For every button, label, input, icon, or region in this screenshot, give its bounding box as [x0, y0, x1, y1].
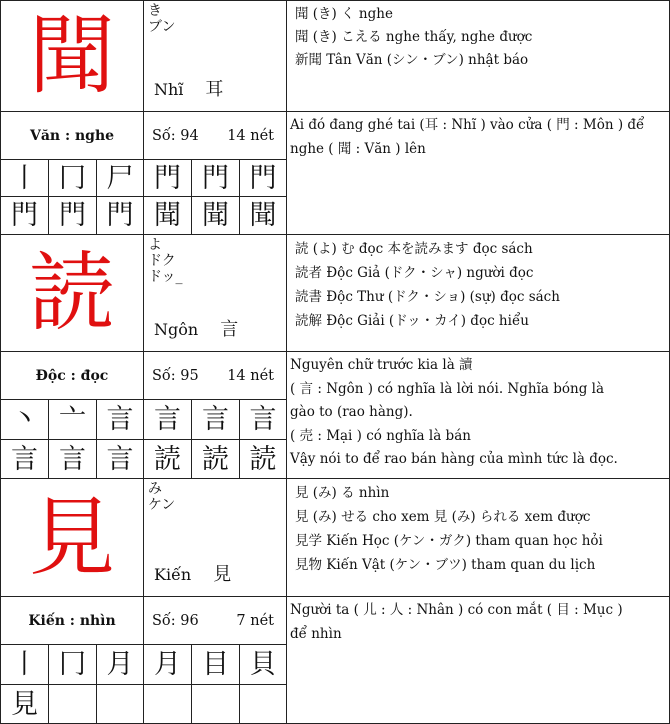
stroke-step: 言 [143, 399, 192, 440]
stroke-step: 門 [48, 196, 97, 235]
stroke-step [239, 684, 287, 724]
stroke-step: 見 [0, 684, 49, 724]
stroke-step: 尸 [96, 159, 144, 197]
explanation-line: để nhìn [290, 625, 342, 642]
reading: ケン [148, 497, 176, 513]
kanji-label-1: Văn : nghe [0, 111, 144, 160]
radical-3 [154, 560, 231, 586]
stroke-step: 読 [143, 439, 192, 479]
stroke-step: 目 [191, 644, 240, 685]
readings-box-3 [143, 478, 287, 597]
radical-2 [154, 315, 238, 341]
stroke-step: 冂 [48, 644, 97, 685]
stroke-step: 言 [96, 399, 144, 440]
explanation-line: Ai đó đang ghé tai (耳 : Nhĩ ) vào cửa ( 門 : Môn ) để [290, 117, 645, 133]
radical-name: Ngôn [154, 320, 199, 339]
meaning-line: 新聞 Tân Văn (シン・ブン) nhật báo [295, 52, 529, 68]
kanji-label-2: Độc : đọc [0, 351, 144, 400]
stroke-step: 言 [239, 399, 287, 440]
kanji-main-1 [0, 0, 144, 112]
radical-name: Nhĩ [154, 80, 184, 99]
readings-box-1 [143, 0, 287, 112]
stroke-step: 亠 [48, 399, 97, 440]
stroke-step: 言 [191, 399, 240, 440]
meaning-line: 見 (み) せる cho xem 見 (み) られる xem được [295, 509, 591, 525]
stroke-step: 言 [0, 439, 49, 479]
kanji-label-3: Kiến : nhìn [0, 596, 144, 645]
stroke-info-3 [143, 596, 287, 645]
kanji-main-3 [0, 478, 144, 597]
kanji-number: Số: 95 [152, 367, 199, 384]
explanation-line: Nguyên chữ trước kia là 讀 [290, 357, 473, 373]
reading: よ [148, 237, 162, 253]
kanji-number: Số: 94 [152, 127, 199, 144]
kanji-main-2 [0, 234, 144, 352]
meaning-line: 聞 (き) く nghe [295, 6, 393, 22]
stroke-step: 月 [96, 644, 144, 685]
stroke-step: 聞 [239, 196, 287, 235]
stroke-step [143, 684, 192, 724]
stroke-step: 丶 [0, 399, 49, 440]
stroke-step: 読 [239, 439, 287, 479]
stroke-step: 言 [96, 439, 144, 479]
stroke-step: 読 [191, 439, 240, 479]
explanation-line: gào to (rao hàng). [290, 404, 413, 420]
stroke-step: 貝 [239, 644, 287, 685]
stroke-info-2 [143, 351, 287, 400]
stroke-step: 聞 [191, 196, 240, 235]
explanation-box-2 [286, 351, 670, 479]
meaning-line: 読書 Độc Thư (ドク・ショ) (sự) đọc sách [295, 289, 560, 305]
explanation-line: nghe ( 聞 : Văn ) lên [290, 140, 426, 157]
meaning-line: 読 (よ) む đọc 本を読みます đọc sách [295, 241, 533, 257]
radical-glyph: 言 [220, 319, 239, 340]
stroke-count: 14 nét [227, 127, 274, 144]
stroke-step: 言 [48, 439, 97, 479]
stroke-step: 門 [143, 159, 192, 197]
explanation-line: ( 言 : Ngôn ) có nghĩa là lời nói. Nghĩa bóng là [290, 380, 604, 397]
kanji-glyph: 見 [29, 487, 115, 588]
radical-glyph: 耳 [205, 79, 224, 100]
kanji-glyph: 読 [29, 243, 115, 343]
explanation-line: ( 売 : Mại ) có nghĩa là bán [290, 427, 471, 444]
stroke-step: 月 [143, 644, 192, 685]
meaning-line: 読者 Độc Giả (ドク・シャ) người đọc [295, 265, 534, 281]
reading: み [148, 481, 162, 497]
stroke-step: 聞 [143, 196, 192, 235]
meanings-box-2 [286, 234, 670, 352]
stroke-step: 冂 [48, 159, 97, 197]
explanation-line: Người ta ( 儿 : 人 : Nhân ) có con mắt ( 目 : Mục ) [290, 602, 623, 618]
reading: ドク [148, 253, 176, 269]
meaning-line: 読解 Độc Giải (ドッ・カイ) đọc hiểu [295, 313, 529, 329]
stroke-step: 門 [239, 159, 287, 197]
radical-glyph: 見 [213, 564, 232, 585]
kanji-glyph: 聞 [29, 6, 115, 106]
stroke-step: 門 [96, 196, 144, 235]
reading: ブン [148, 19, 176, 35]
radical-1 [154, 75, 223, 101]
stroke-step: 丨 [0, 159, 49, 197]
readings-box-2 [143, 234, 287, 352]
reading: ドッ_ [148, 269, 183, 285]
stroke-step: 門 [0, 196, 49, 235]
meaning-line: 見学 Kiến Học (ケン・ガク) tham quan học hỏi [295, 533, 603, 549]
explanation-line: Vậy nói to để rao bán hàng của mình tức là đọc. [290, 451, 618, 467]
radical-name: Kiến [154, 565, 192, 584]
stroke-info-1 [143, 111, 287, 160]
meaning-line: 見物 Kiến Vật (ケン・ブツ) tham quan du lịch [295, 557, 596, 573]
stroke-step [48, 684, 97, 724]
stroke-step [96, 684, 144, 724]
meaning-line: 見 (み) る nhìn [295, 485, 390, 501]
stroke-step: 門 [191, 159, 240, 197]
stroke-step [191, 684, 240, 724]
meanings-box-1 [286, 0, 670, 112]
reading: き [148, 3, 162, 19]
stroke-count: 7 nét [236, 612, 274, 629]
kanji-number: Số: 96 [152, 612, 199, 629]
explanation-box-3 [286, 596, 670, 724]
explanation-box-1 [286, 111, 670, 235]
stroke-count: 14 nét [227, 367, 274, 384]
stroke-step: 丨 [0, 644, 49, 685]
meanings-box-3 [286, 478, 670, 597]
meaning-line: 聞 (き) こえる nghe thấy, nghe được [295, 29, 533, 45]
